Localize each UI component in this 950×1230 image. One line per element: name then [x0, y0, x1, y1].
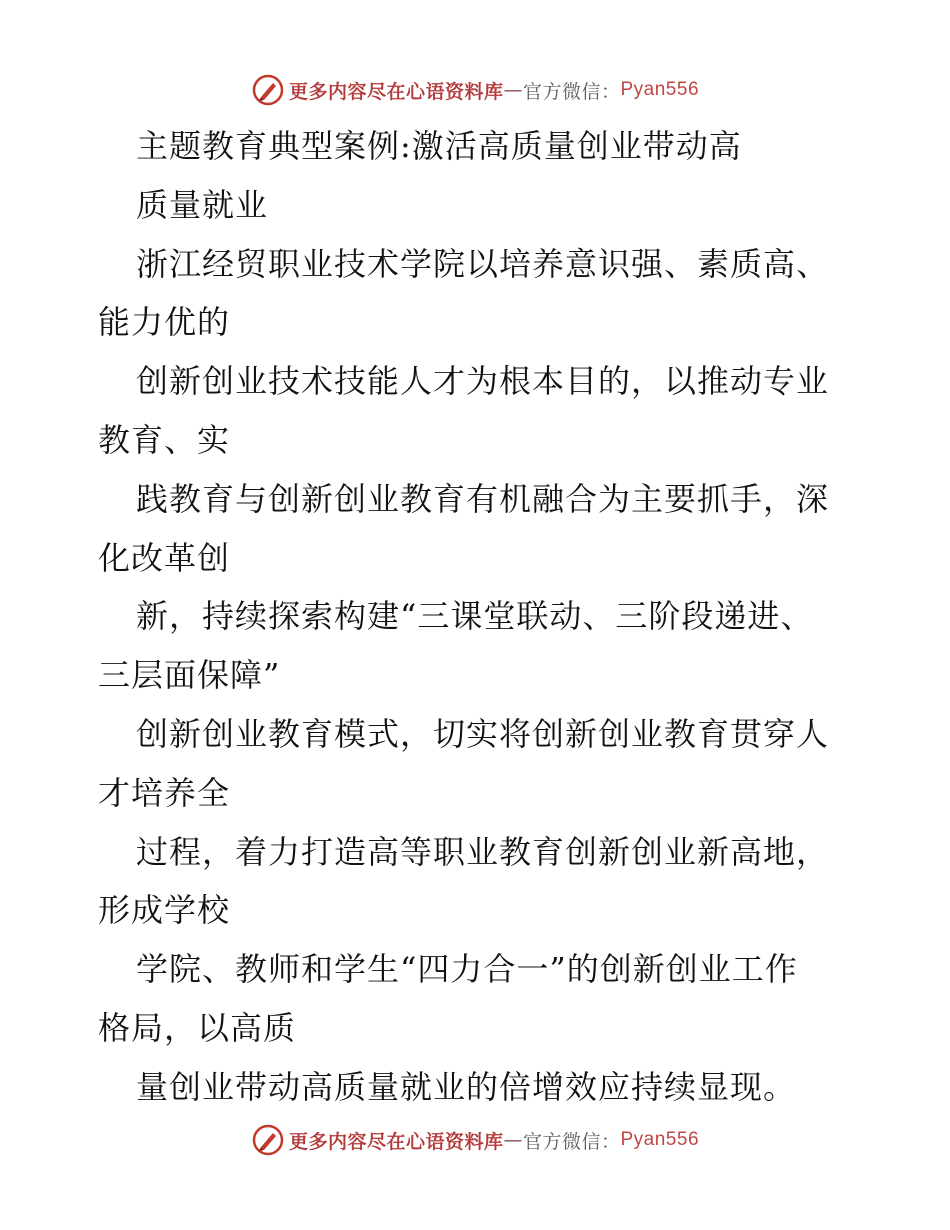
- text-line: 才培养全: [98, 773, 231, 812]
- text-line: 践教育与创新创业教育有机融合为主要抓手，深: [136, 479, 830, 518]
- watermark-wechat-id: Pyan556: [620, 1129, 700, 1150]
- text-line: 创新创业教育模式，切实将创新创业教育贯穿人: [136, 714, 830, 753]
- text-line: 能力优的: [98, 303, 231, 342]
- pen-nib-logo-icon: [251, 73, 285, 107]
- text-line: 创新创业技术技能人才为根本目的，以推动专业: [136, 362, 830, 401]
- watermark-wechat-id: Pyan556: [620, 79, 700, 100]
- document-body: [98, 117, 858, 1117]
- text-line: 新，持续探索构建“三课堂联动、三阶段递进、: [136, 597, 814, 636]
- text-line: 格局，以高质: [98, 1008, 297, 1047]
- title-line-2: 质量就业: [136, 185, 269, 224]
- text-line: 量创业带动高质量就业的倍增效应持续显现。: [136, 1067, 797, 1106]
- text-line: 浙江经贸职业技术学院以培养意识强、素质高、: [136, 244, 830, 283]
- text-line: 教育、实: [98, 420, 231, 459]
- pen-nib-logo-icon: [251, 1123, 285, 1157]
- watermark-wechat-label: 官方微信：: [522, 80, 621, 103]
- footer-watermark: [0, 1120, 950, 1160]
- text-line: 三层面保障”: [98, 656, 281, 695]
- title-line-1: 主题教育典型案例:激活高质量创业带动高: [136, 127, 742, 165]
- header-watermark: [0, 70, 950, 110]
- watermark-wechat-label: 官方微信：: [522, 1130, 621, 1153]
- watermark-dash: —: [503, 1129, 523, 1151]
- text-line: 过程，着力打造高等职业教育创新创业新高地，: [136, 832, 830, 871]
- watermark-dash: —: [503, 79, 523, 101]
- watermark-brand: 更多内容尽在心语资料库: [288, 1130, 504, 1153]
- text-line: 形成学校: [98, 891, 231, 930]
- text-line: 学院、教师和学生“四力合一”的创新创业工作: [136, 950, 798, 989]
- text-line: 化改革创: [98, 538, 231, 577]
- watermark-brand: 更多内容尽在心语资料库: [288, 80, 504, 103]
